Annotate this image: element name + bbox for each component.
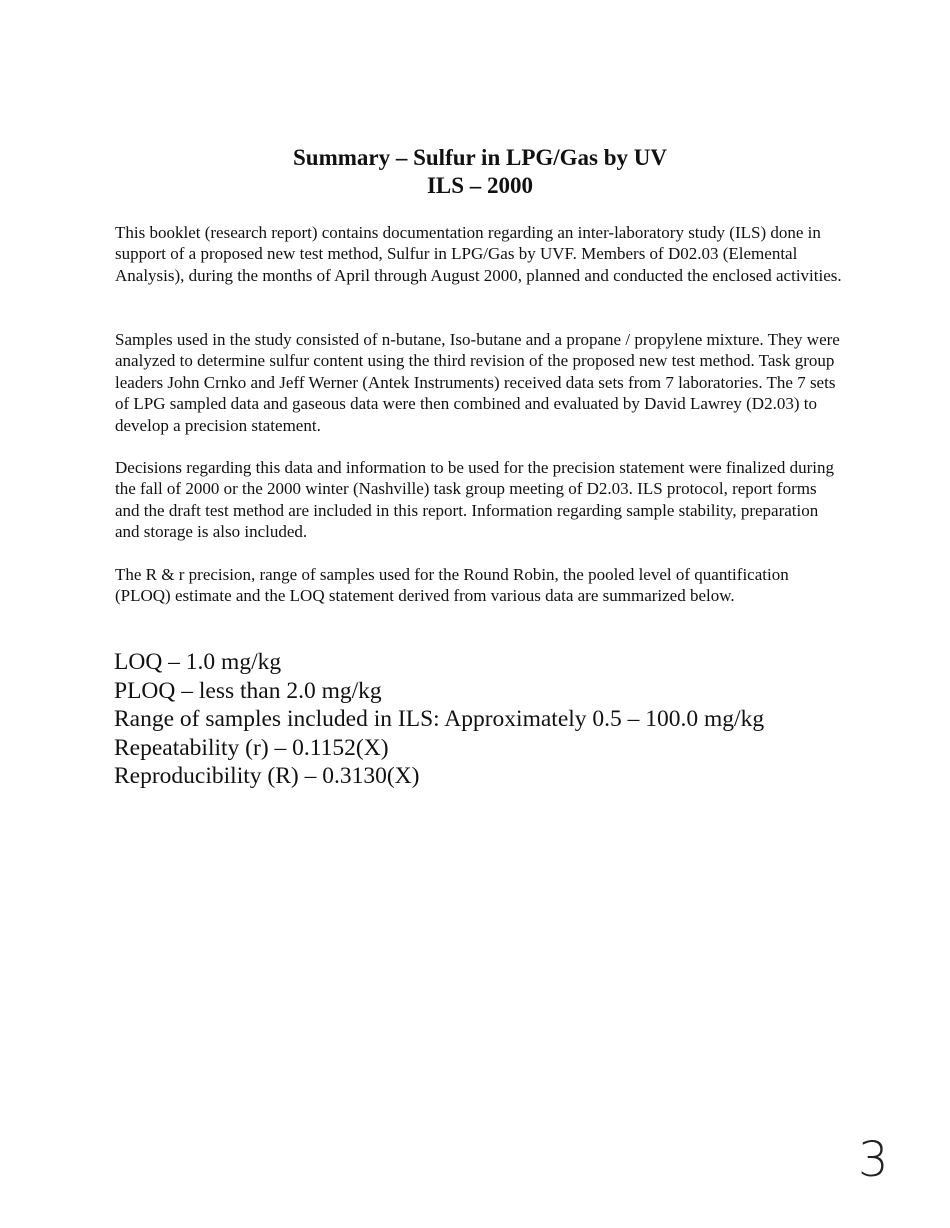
paragraph-text: This booklet (research report) contains documentation regarding an inter-laboratory study (ILS) done in support of a proposed new test method, Sulfur in LPG/Gas by UVF. Members of D02.03 (Elemental Analysis), during the months of April through August 2000, planned and conducted the enclosed activities. <box>115 223 842 285</box>
summary-item-range: Range of samples included in ILS: Approximately 0.5 – 100.0 mg/kg <box>114 706 765 733</box>
title-line-2: ILS – 2000 <box>426 173 534 198</box>
paragraph-samples <box>115 329 845 436</box>
title-line-1: Summary – Sulfur in LPG/Gas by UV <box>292 145 668 170</box>
summary-item-reproducibility: Reproducibility (R) – 0.3130(X) <box>114 763 420 790</box>
summary-item-repeatability: Repeatability (r) – 0.1152(X) <box>114 734 389 761</box>
summary-list <box>114 648 894 791</box>
paragraph-precision <box>115 564 845 607</box>
summary-item-ploq: PLOQ – less than 2.0 mg/kg <box>114 677 382 704</box>
summary-item-loq: LOQ – 1.0 mg/kg <box>114 649 282 675</box>
paragraph-intro <box>115 222 845 286</box>
paragraph-text: Decisions regarding this data and information to be used for the precision statement were finalized during the fall of 2000 or the 2000 winter (Nashville) task group meeting of D2.03. ILS protocol, report forms and the draft test method are included in this report. Information regarding sample stability, preparation and storage is also included. <box>115 458 834 542</box>
document-title <box>0 144 950 200</box>
paragraph-text: The R & r precision, range of samples used for the Round Robin, the pooled level of quantification (PLOQ) estimate and the LOQ statement derived from various data are summarized below. <box>115 565 789 606</box>
paragraph-decisions <box>115 457 845 543</box>
paragraph-text: Samples used in the study consisted of n-butane, Iso-butane and a propane / propylene mixture. They were analyzed to determine sulfur content using the third revision of the proposed new test method. Task group leaders John Crnko and Jeff Werner (Antek Instruments) received data sets from 7 laboratories. The 7 sets of LPG sampled data and gaseous data were then combined and evaluated by David Lawrey (D2.03) to develop a precision statement. <box>115 330 840 435</box>
page-number: 3 <box>858 1132 889 1188</box>
